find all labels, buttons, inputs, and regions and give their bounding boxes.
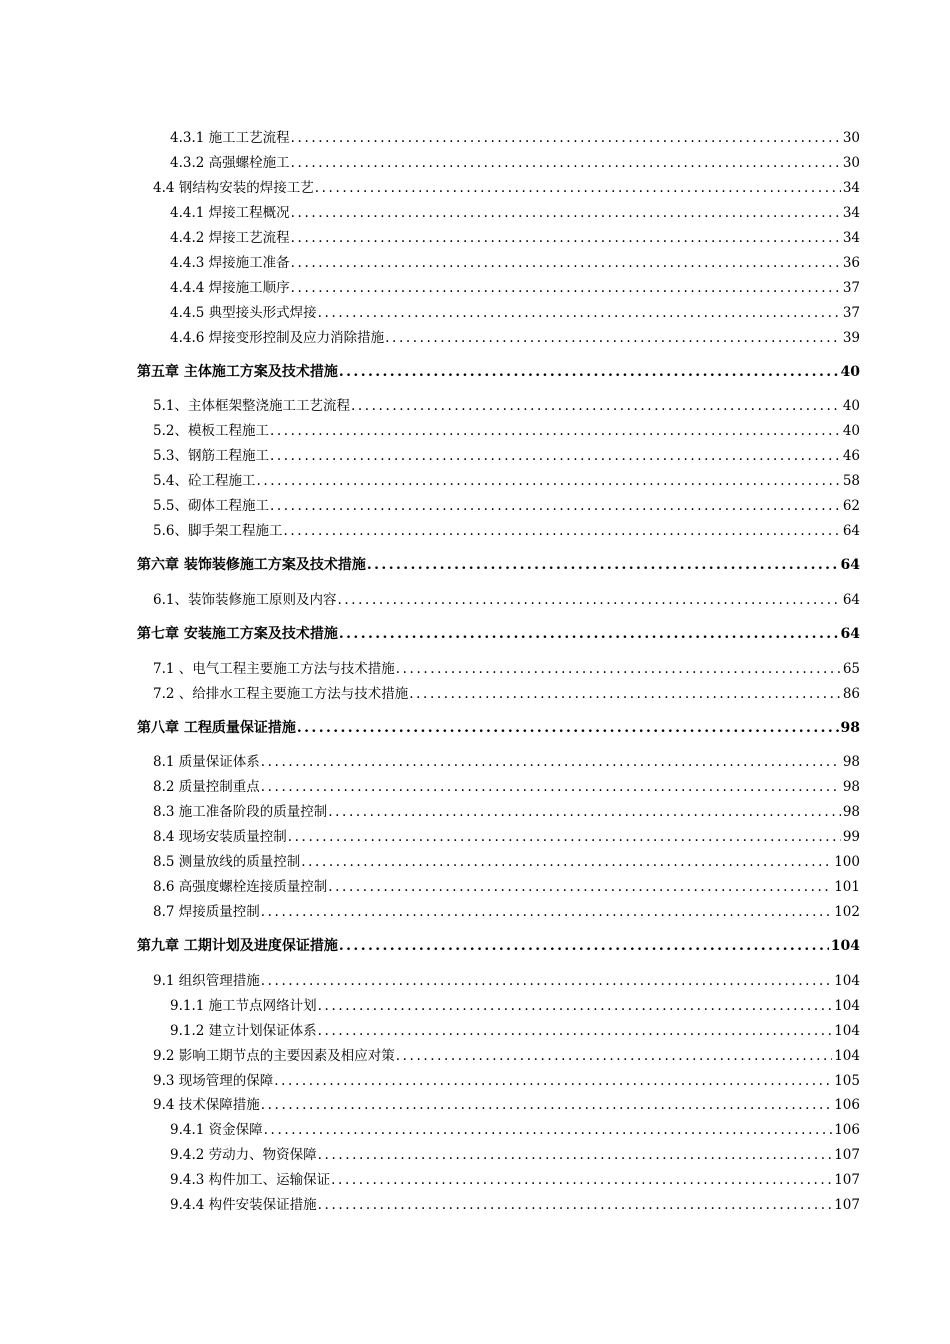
toc-chapter-entry[interactable] [137, 719, 860, 737]
toc-leader-dots [339, 363, 839, 381]
toc-leader-dots [385, 329, 841, 347]
toc-entry[interactable] [153, 591, 860, 609]
toc-page-number: 30 [842, 130, 860, 146]
toc-entry-label: 5.5、砌体工程施工 [153, 498, 269, 514]
toc-entry-label: 第七章 安装施工方案及技术措施 [137, 626, 338, 642]
toc-entry[interactable] [153, 828, 860, 846]
toc-entry[interactable] [170, 1121, 860, 1139]
toc-page-number: 34 [842, 230, 860, 246]
toc-page-number: 104 [834, 998, 860, 1014]
toc-leader-dots [274, 1072, 832, 1090]
toc-page-number: 64 [842, 523, 860, 539]
toc-leader-dots [261, 753, 841, 771]
toc-entry[interactable] [170, 1022, 860, 1040]
toc-leader-dots [264, 1121, 833, 1139]
toc-entry[interactable] [153, 803, 860, 821]
toc-leader-dots [331, 1171, 832, 1189]
toc-entry[interactable] [153, 660, 860, 678]
toc-page-number: 36 [842, 255, 860, 271]
toc-entry[interactable] [170, 129, 860, 147]
toc-entry-label: 6.1、装饰装修施工原则及内容 [153, 592, 337, 608]
toc-entry[interactable] [153, 179, 860, 197]
toc-leader-dots [337, 591, 840, 609]
toc-page-number: 101 [834, 879, 860, 895]
toc-page-number: 65 [842, 661, 860, 677]
toc-page-number: 104 [834, 1023, 860, 1039]
toc-entry-label: 4.3.2 高强螺栓施工 [170, 155, 290, 171]
toc-entry[interactable] [153, 878, 860, 896]
toc-leader-dots [318, 304, 841, 322]
toc-entry-label: 第九章 工期计划及进度保证措施 [137, 938, 338, 954]
toc-entry[interactable] [170, 997, 860, 1015]
toc-entry[interactable] [170, 1146, 860, 1164]
toc-leader-dots [288, 828, 841, 846]
toc-page-number: 99 [842, 829, 860, 845]
toc-entry-label: 9.1 组织管理措施 [153, 973, 260, 989]
toc-leader-dots [297, 719, 839, 737]
toc-entry-label: 9.1.1 施工节点网络计划 [170, 998, 317, 1014]
toc-entry[interactable] [170, 1171, 860, 1189]
toc-page-number: 107 [834, 1197, 860, 1213]
toc-entry-label: 8.2 质量控制重点 [153, 779, 260, 795]
toc-entry-label: 9.4.2 劳动力、物资保障 [170, 1147, 317, 1163]
toc-entry[interactable] [170, 229, 860, 247]
toc-page-number: 106 [834, 1097, 860, 1113]
toc-page-number: 98 [840, 720, 860, 736]
toc-entry[interactable] [153, 447, 860, 465]
toc-leader-dots [339, 937, 829, 955]
toc-leader-dots [261, 972, 832, 990]
toc-entry[interactable] [153, 753, 860, 771]
toc-page-number: 105 [834, 1073, 860, 1089]
toc-entry-label: 第六章 装饰装修施工方案及技术措施 [137, 557, 366, 573]
toc-page-number: 102 [834, 904, 860, 920]
toc-chapter-entry[interactable] [137, 556, 860, 574]
toc-leader-dots [339, 625, 839, 643]
toc-chapter-entry[interactable] [137, 625, 860, 643]
toc-leader-dots [261, 778, 841, 796]
toc-leader-dots [318, 997, 833, 1015]
toc-leader-dots [318, 1146, 833, 1164]
toc-entry-label: 8.5 测量放线的质量控制 [153, 854, 301, 870]
toc-leader-dots [291, 204, 841, 222]
toc-leader-dots [367, 556, 839, 574]
toc-page-number: 98 [842, 779, 860, 795]
toc-page-number: 40 [842, 423, 860, 439]
toc-entry-label: 7.2 、给排水工程主要施工方法与技术措施 [153, 686, 409, 702]
toc-entry-label: 9.3 现场管理的保障 [153, 1073, 274, 1089]
toc-entry[interactable] [153, 397, 860, 415]
toc-entry-label: 4.3.1 施工工艺流程 [170, 130, 290, 146]
toc-entry[interactable] [153, 903, 860, 921]
toc-entry-label: 9.4.4 构件安装保证措施 [170, 1197, 317, 1213]
toc-entry-label: 9.2 影响工期节点的主要因素及相应对策 [153, 1048, 395, 1064]
toc-entry[interactable] [170, 154, 860, 172]
toc-entry-label: 4.4 钢结构安装的焊接工艺 [153, 180, 314, 196]
toc-entry-label: 第五章 主体施工方案及技术措施 [137, 364, 338, 380]
toc-page-number: 104 [834, 1048, 860, 1064]
toc-entry[interactable] [153, 497, 860, 515]
toc-entry-label: 8.3 施工准备阶段的质量控制 [153, 804, 328, 820]
toc-entry[interactable] [153, 472, 860, 490]
toc-leader-dots [291, 279, 841, 297]
toc-leader-dots [283, 522, 840, 540]
toc-entry-label: 8.7 焊接质量控制 [153, 904, 260, 920]
toc-entry[interactable] [153, 1096, 860, 1114]
toc-leader-dots [291, 229, 841, 247]
toc-page-number: 104 [834, 973, 860, 989]
toc-leader-dots [315, 179, 841, 197]
toc-entry-label: 4.4.3 焊接施工准备 [170, 255, 290, 271]
toc-leader-dots [291, 154, 841, 172]
toc-entry[interactable] [153, 1047, 860, 1065]
toc-leader-dots [261, 903, 832, 921]
toc-entry[interactable] [170, 254, 860, 272]
toc-page-number: 46 [842, 448, 860, 464]
toc-entry-label: 4.4.5 典型接头形式焊接 [170, 305, 317, 321]
toc-leader-dots [270, 422, 841, 440]
toc-entry-label: 5.2、模板工程施工 [153, 423, 269, 439]
toc-entry-label: 9.4.3 构件加工、运输保证 [170, 1172, 331, 1188]
toc-entry[interactable] [170, 1196, 860, 1214]
toc-entry-label: 5.1、主体框架整浇施工工艺流程 [153, 398, 350, 414]
toc-entry[interactable] [153, 1072, 860, 1090]
toc-page-number: 106 [834, 1122, 860, 1138]
toc-leader-dots [328, 803, 841, 821]
toc-entry[interactable] [170, 329, 860, 347]
toc-leader-dots [328, 878, 832, 896]
toc-page-number: 107 [834, 1147, 860, 1163]
toc-entry[interactable] [170, 279, 860, 297]
toc-entry[interactable] [153, 778, 860, 796]
toc-chapter-entry[interactable] [137, 937, 860, 955]
toc-page-number: 40 [842, 398, 860, 414]
toc-entry-label: 9.4.1 资金保障 [170, 1122, 263, 1138]
toc-leader-dots [256, 472, 840, 490]
toc-page-number: 62 [842, 498, 860, 514]
toc-entry[interactable] [153, 972, 860, 990]
toc-entry-label: 4.4.1 焊接工程概况 [170, 205, 290, 221]
toc-page-number: 37 [842, 280, 860, 296]
toc-page-number: 64 [840, 557, 860, 573]
toc-entry-label: 8.1 质量保证体系 [153, 754, 260, 770]
toc-entry-label: 4.4.6 焊接变形控制及应力消除措施 [170, 330, 385, 346]
toc-entry-label: 8.4 现场安装质量控制 [153, 829, 287, 845]
toc-page-number: 30 [842, 155, 860, 171]
toc-entry[interactable] [153, 422, 860, 440]
toc-leader-dots [291, 129, 841, 147]
toc-page-number: 40 [840, 364, 860, 380]
toc-leader-dots [396, 660, 841, 678]
toc-entry[interactable] [170, 304, 860, 322]
toc-entry[interactable] [153, 853, 860, 871]
toc-entry-label: 7.1 、电气工程主要施工方法与技术措施 [153, 661, 395, 677]
toc-entry-label: 5.6、脚手架工程施工 [153, 523, 283, 539]
toc-page-number: 34 [842, 180, 860, 196]
toc-entry[interactable] [153, 685, 860, 703]
toc-entry-label: 5.4、砼工程施工 [153, 473, 256, 489]
toc-page-number: 86 [842, 686, 860, 702]
toc-entry-label: 4.4.4 焊接施工顺序 [170, 280, 290, 296]
toc-page-number: 100 [834, 854, 860, 870]
toc-page-number: 98 [842, 754, 860, 770]
toc-entry-label: 4.4.2 焊接工艺流程 [170, 230, 290, 246]
toc-page-number: 107 [834, 1172, 860, 1188]
toc-entry-label: 5.3、钢筋工程施工 [153, 448, 269, 464]
toc-entry[interactable] [153, 522, 860, 540]
toc-chapter-entry[interactable] [137, 363, 860, 381]
toc-page-number: 64 [840, 626, 860, 642]
toc-entry-label: 第八章 工程质量保证措施 [137, 720, 296, 736]
toc-entry-label: 9.4 技术保障措施 [153, 1097, 260, 1113]
toc-leader-dots [270, 447, 841, 465]
toc-entry-label: 8.6 高强度螺栓连接质量控制 [153, 879, 328, 895]
toc-leader-dots [396, 1047, 832, 1065]
toc-leader-dots [301, 853, 832, 871]
toc-page-number: 104 [830, 938, 860, 954]
toc-leader-dots [270, 497, 841, 515]
toc-leader-dots [409, 685, 841, 703]
toc-entry-label: 9.1.2 建立计划保证体系 [170, 1023, 317, 1039]
toc-leader-dots [318, 1196, 833, 1214]
toc-leader-dots [351, 397, 841, 415]
toc-entry[interactable] [170, 204, 860, 222]
toc-leader-dots [291, 254, 841, 272]
toc-leader-dots [318, 1022, 833, 1040]
toc-page-number: 98 [842, 804, 860, 820]
toc-page-number: 39 [842, 330, 860, 346]
toc-page-number: 64 [842, 592, 860, 608]
toc-page-number: 37 [842, 305, 860, 321]
toc-page-number: 58 [842, 473, 860, 489]
toc-leader-dots [261, 1096, 832, 1114]
toc-page-number: 34 [842, 205, 860, 221]
